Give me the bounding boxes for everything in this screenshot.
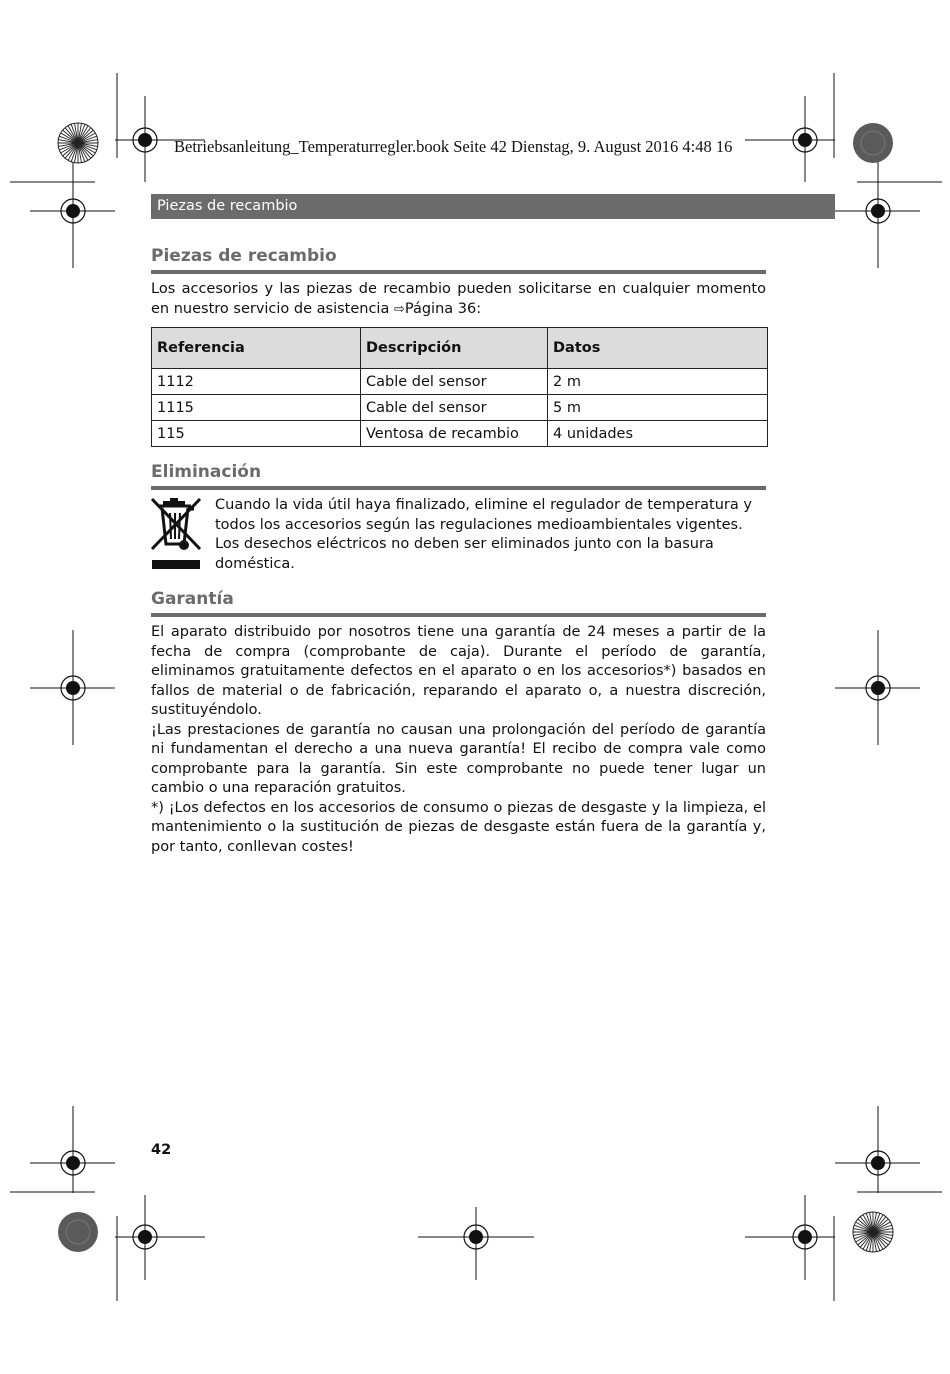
column-header-description: Descripción <box>361 328 548 369</box>
weee-crossed-bin-icon <box>150 497 202 571</box>
cell-reference: 1112 <box>152 369 361 395</box>
warranty-paragraph-2: ¡Las prestaciones de garantía no causan una prolongación del período de garantía ni fundamentan el derecho a una nueva garantía! El recibo de compra vale como comprobante para la garantía. Sin este comprobante no puede tener lugar un cambio o una reparación gratuitos. <box>151 721 766 796</box>
table-row <box>152 421 768 447</box>
cell-data: 4 unidades <box>548 421 768 447</box>
column-header-reference: Referencia <box>152 328 361 369</box>
spare-parts-table <box>151 327 768 447</box>
warranty-footnote: *) ¡Los defectos en los accesorios de consumo o piezas de desgaste y la limpieza, el mantenimiento o la sustitución de piezas de desgaste están fuera de la garantía y, por tanto, conllevan costes! <box>151 799 766 855</box>
section-rule <box>151 270 766 274</box>
cell-reference: 115 <box>152 421 361 447</box>
table-row <box>152 369 768 395</box>
cell-description: Cable del sensor <box>361 369 548 395</box>
cell-data: 2 m <box>548 369 768 395</box>
running-header: Piezas de recambio <box>151 194 835 219</box>
section-rule <box>151 486 766 490</box>
page-number: 42 <box>151 1142 172 1158</box>
arrow-right-icon: ⇨ <box>393 301 405 317</box>
section-rule <box>151 613 766 617</box>
cell-reference: 1115 <box>152 395 361 421</box>
page-reference-link[interactable]: Página 36: <box>404 300 482 317</box>
table-header-row <box>152 328 768 369</box>
section-title-warranty: Garantía <box>151 589 234 609</box>
disposal-text: Cuando la vida útil haya finalizado, elimine el regulador de temperatura y todos los accesorios según las regulaciones medioambientales vigentes. Los desechos eléctricos no deben ser eliminados junto con la basura doméstica. <box>215 497 752 572</box>
column-header-data: Datos <box>548 328 768 369</box>
warranty-paragraph-1: El aparato distribuido por nosotros tiene una garantía de 24 meses a partir de la fecha de compra (comprobante de caja). Durante el período de garantía, eliminamos gratuitamente defectos en el aparato o en los accesorios*) basados en fallos de material o de fabricación, reparando el aparato o, a nuestra discreción, sustituyéndolo. <box>151 624 766 718</box>
warranty-text <box>151 623 766 857</box>
spare-parts-intro <box>151 280 766 319</box>
intro-text: Los accesorios y las piezas de recambio pueden solicitarse en cualquier momento en nuestro servicio de asistencia <box>151 281 766 317</box>
table-row <box>152 395 768 421</box>
section-title-disposal: Eliminación <box>151 462 262 482</box>
cell-data: 5 m <box>548 395 768 421</box>
cell-description: Cable del sensor <box>361 395 548 421</box>
print-slug-line: Betriebsanleitung_Temperaturregler.book Seite 42 Dienstag, 9. August 2016 4:48 16 <box>174 137 733 156</box>
section-title-spare-parts: Piezas de recambio <box>151 246 337 266</box>
cell-description: Ventosa de recambio <box>361 421 548 447</box>
